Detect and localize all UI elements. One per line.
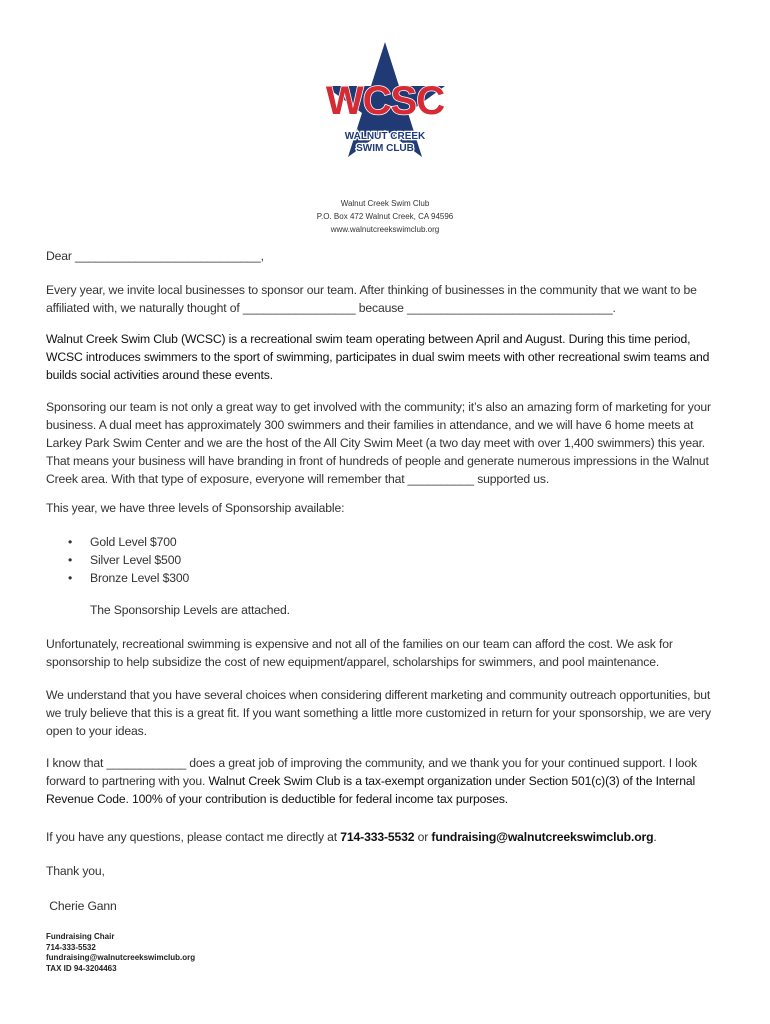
logo-text-line2: SWIM CLUB — [356, 143, 414, 154]
levels-note: The Sponsorship Levels are attached. — [90, 603, 290, 617]
contact-phone: 714-333-5532 — [340, 830, 415, 844]
signer-phone: 714-333-5532 — [46, 942, 96, 952]
paragraph-cost: Unfortunately, recreational swimming is expensive and not all of the families on our team can afford the cost. We ask for sponsorship to help subsidize the cost of new equipment/apparel, scholarships for swimmers, and pool maintenance. — [46, 637, 673, 669]
bullet: • — [68, 553, 73, 567]
level-item-gold: • Gold Level $700 — [68, 535, 177, 549]
signer-email: fundraising@walnutcreekswimclub.org — [46, 953, 196, 962]
paragraph-marketing: Sponsoring our team is not only a great way to get involved with the community; it’s also an amazing form of marketing for your business. A dual meet has approximately 300 swimmers and their families in attendance, and we will have 6 home meets at Larkey Park Swim Center and we are the host of the All City Swim Meet (a two day meet with over 1,400 swimmers) this year. That means your business will have branding in front of hundreds of people and generate numerous impressions in the Walnut Creek area. With that type of exposure, everyone will remember that __________ supported us. — [46, 400, 711, 486]
paragraph-contact: If you have any questions, please contact me directly at 714-333-5532 or fundraising@walnutcreekswimclub.org. — [46, 830, 657, 844]
bullet: • — [68, 535, 73, 549]
paragraph-intro: Every year, we invite local businesses to sponsor our team. After thinking of businesses in the community that we want to be affiliated with, we naturally thought of _________________ because _______________________________. — [46, 283, 697, 315]
club-name: Walnut Creek Swim Club — [340, 199, 430, 208]
signer-title: Fundraising Chair — [46, 932, 115, 941]
logo-initials: WCSC — [325, 79, 445, 123]
greeting: Dear ____________________________, — [46, 249, 264, 263]
closing: Thank you, — [46, 864, 105, 878]
sponsorship-levels-list — [68, 533, 189, 587]
bullet: • — [68, 571, 73, 585]
signer-name: Cherie Gann — [46, 899, 117, 913]
star-logo-graphic — [318, 40, 452, 160]
logo-text-line1: WALNUT CREEK — [344, 131, 426, 142]
paragraph-about: Walnut Creek Swim Club (WCSC) is a recreational swim team operating between April and August. During this time period, WCSC introduces swimmers to the sport of swimming, participates in dual swim meets with other recreational swim teams and builds social activities around these events. — [46, 332, 710, 382]
level-item-silver: • Silver Level $500 — [68, 553, 181, 567]
website: www.walnutcreekswimclub.org — [330, 225, 440, 234]
tax-id: TAX ID 94-3204463 — [46, 963, 117, 973]
paragraph-choices: We understand that you have several choices when considering different marketing and community outreach opportunities, but we truly believe that this is a great fit. If you want something a little more customized in return for your sponsorship, we are very open to your ideas. — [46, 688, 711, 738]
wcsc-logo — [318, 40, 452, 160]
level-item-bronze: • Bronze Level $300 — [68, 571, 190, 585]
signature-block — [46, 932, 195, 974]
contact-email: fundraising@walnutcreekswimclub.org — [431, 830, 654, 844]
paragraph-levels-intro: This year, we have three levels of Sponsorship available: — [46, 501, 345, 515]
po-box: P.O. Box 472 Walnut Creek, CA 94596 — [316, 212, 454, 221]
paragraph-thanks: I know that ____________ does a great job of improving the community, and we thank you for your continued support. I look forward to partnering with you. Walnut Creek Swim Club is a tax-exempt organization under Section 501(c)(3) of the Internal Revenue Code. 100% of your contribution is deductible for federal income tax purposes. — [46, 756, 697, 806]
return-address — [0, 197, 770, 236]
